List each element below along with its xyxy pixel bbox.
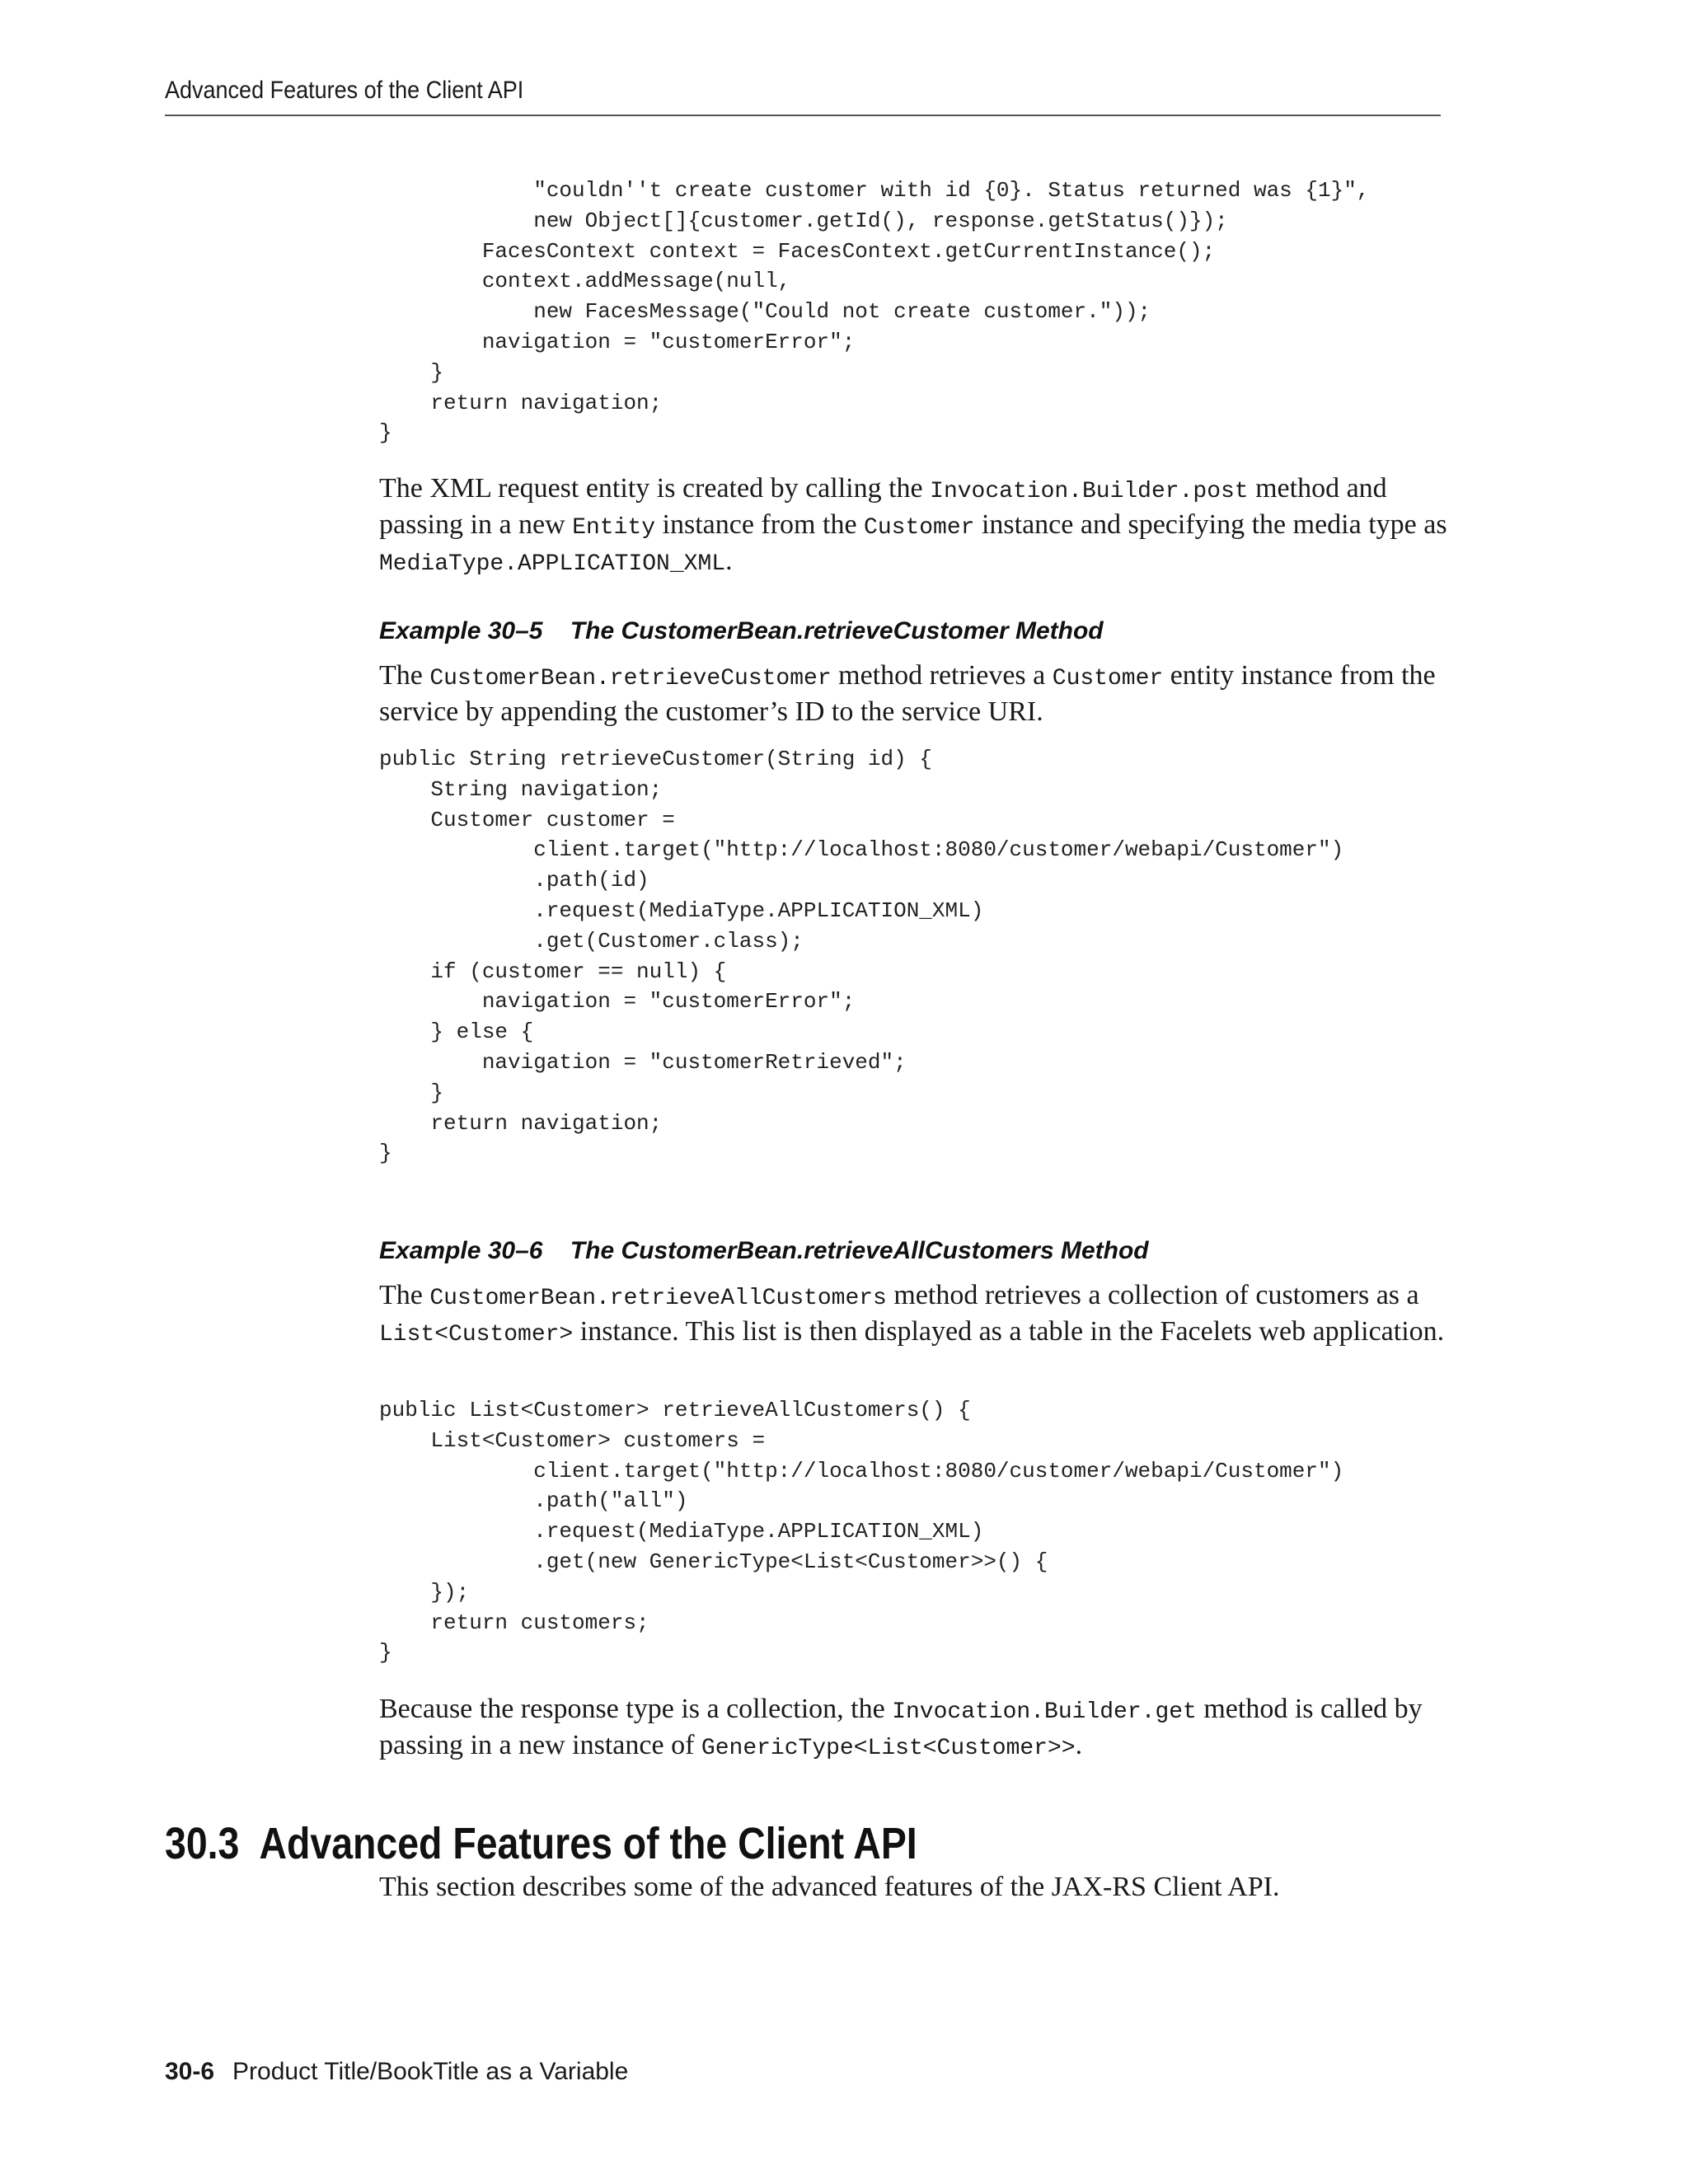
paragraph-retrieve-all: The CustomerBean.retrieveAllCustomers method retrieves a collection of customers as a List<Customer> instance. This list is then displayed as a table in the Facelets web application. bbox=[379, 1280, 1445, 1347]
code-block-retrieve-all-customers: public List<Customer> retrieveAllCustomers() { List<Customer> customers = client.target("http://localhost:8080/customer/webapi/Customer") .path("all") .request(MediaType.APPLICATION_XML) .get(new GenericType<List<Customer>>() { }); return customers; } bbox=[379, 1398, 1344, 1666]
paragraph-collection: Because the response type is a collection, the Invocation.Builder.get method is called by passing in a new instance of GenericType<List<Customer>>. bbox=[379, 1694, 1423, 1761]
page-number: 30-6 bbox=[165, 2058, 215, 2085]
paragraph-section-intro: This section describes some of the advanced features of the JAX-RS Client API. bbox=[379, 1872, 1280, 1902]
example-30-5-title: Example 30–5 The CustomerBean.retrieveCustomer Method bbox=[379, 617, 1104, 644]
paragraph-retrieve-customer: The CustomerBean.retrieveCustomer method retrieves a Customer entity instance from the service by appending the customer’s ID to the service URI. bbox=[379, 660, 1436, 727]
page-footer bbox=[165, 2057, 628, 2087]
header-rule bbox=[165, 115, 1441, 116]
code-block-create-customer-end: "couldn''t create customer with id {0}. Status returned was {1}", new Object[]{customer.getId(), response.getStatus()}); FacesContext context = FacesContext.getCurrentInstance(); context.addMessage(null, new FacesMessage("Could not create customer.")); navigation = "customerError"; } return navigation; } bbox=[379, 178, 1370, 446]
running-header: Advanced Features of the Client API bbox=[165, 77, 524, 104]
paragraph-xml-entity: The XML request entity is created by calling the Invocation.Builder.post method and passing in a new Entity instance from the Customer instance and specifying the media type as MediaType.APPLICATION_XML. bbox=[379, 473, 1447, 577]
section-heading: 30.3 Advanced Features of the Client API bbox=[165, 1819, 917, 1868]
book-title: Product Title/BookTitle as a Variable bbox=[232, 2058, 629, 2085]
example-30-6-title: Example 30–6 The CustomerBean.retrieveAllCustomers Method bbox=[379, 1237, 1149, 1264]
code-block-retrieve-customer: public String retrieveCustomer(String id) { String navigation; Customer customer = client.target("http://localhost:8080/customer/webapi/Customer") .path(id) .request(MediaType.APPLICATION_XML) .get(Customer.class); if (customer == null) { navigation = "customerError"; } else { navigation = "customerRetrieved"; } return navigation; } bbox=[379, 747, 1344, 1166]
